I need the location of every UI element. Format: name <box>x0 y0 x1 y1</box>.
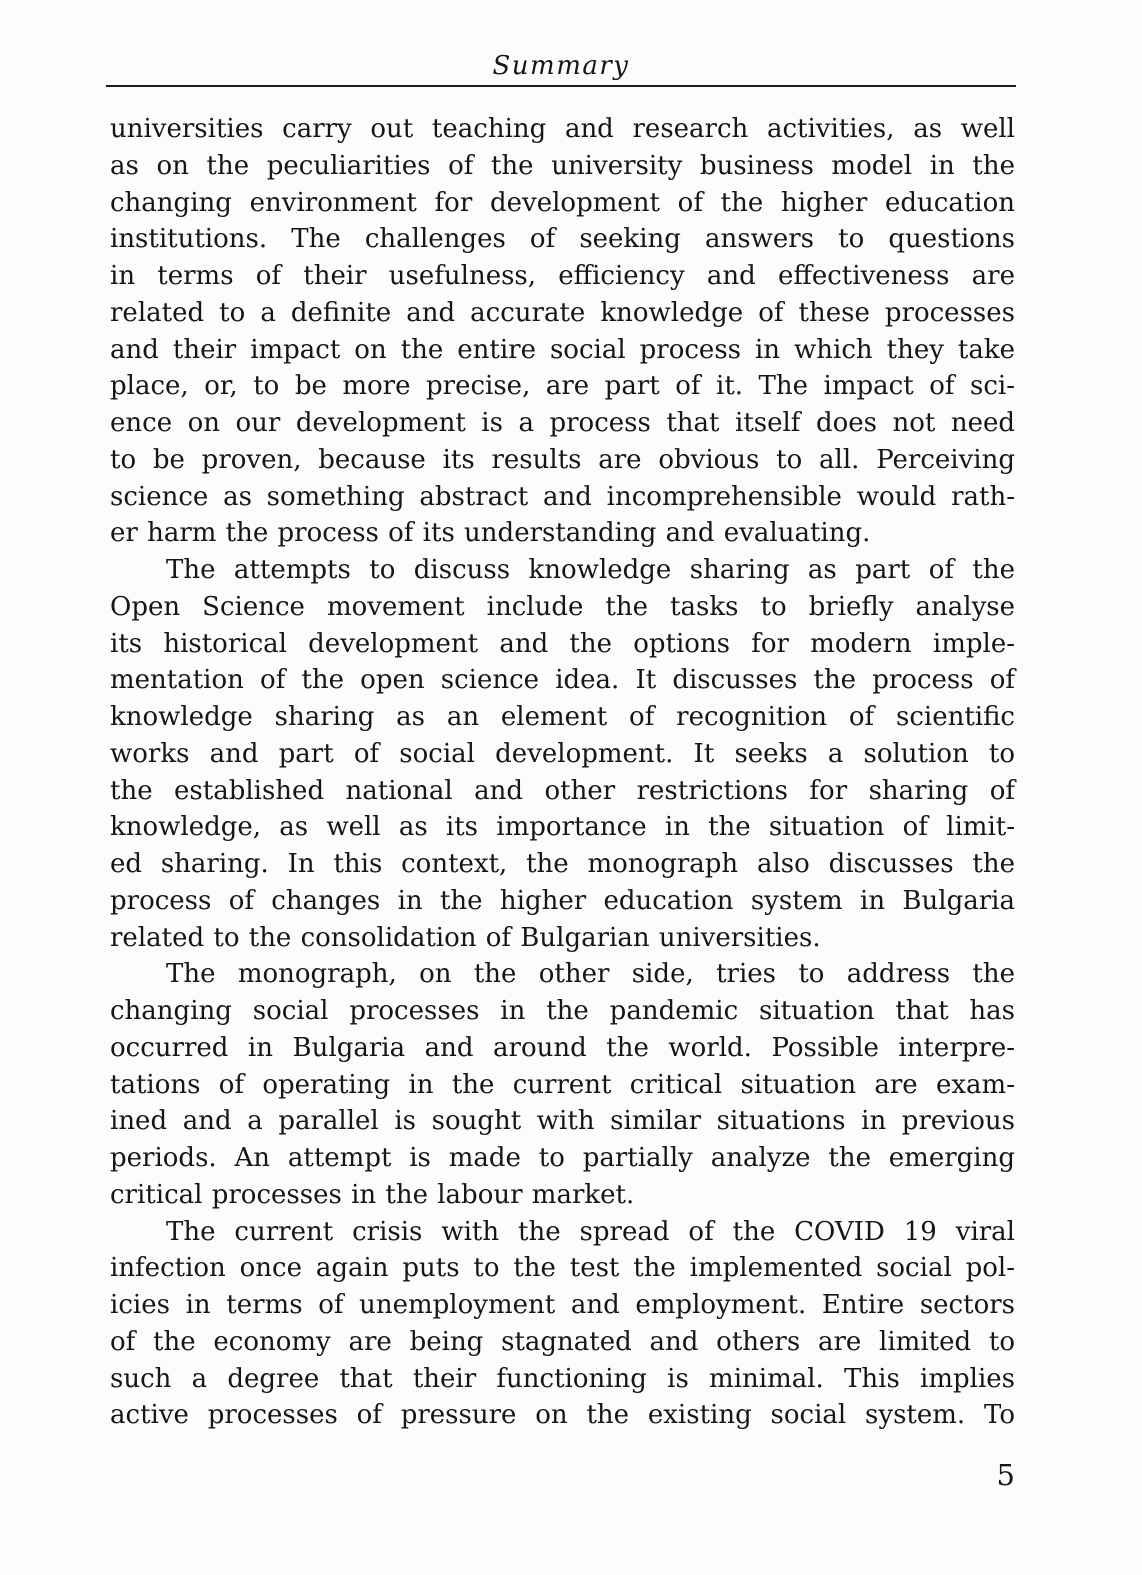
text-line: changing social processes in the pandemic situation that has <box>110 996 1015 1026</box>
text-line: related to a definite and accurate knowledge of these processes <box>110 297 1015 328</box>
text-line: changing environment for development of the higher education <box>110 187 1015 218</box>
text-line: infection once again puts to the test the implemented social pol- <box>110 1253 1015 1284</box>
text-line: universities carry out teaching and research activities, as well <box>110 114 1015 144</box>
text-line: er harm the process of its understanding and evaluating. <box>110 518 871 549</box>
text-line: place, or, to be more precise, are part of it. The impact of sci- <box>110 371 1015 402</box>
text-line: of the economy are being stagnated and others are limited to <box>110 1326 1015 1357</box>
text-line: The current crisis with the spread of the COVID 19 viral <box>166 1216 1015 1247</box>
text-line: as on the peculiarities of the university business model in the <box>110 150 1015 181</box>
text-line: in terms of their usefulness, efficiency and effectiveness are <box>110 261 1015 291</box>
text-line: tations of operating in the current critical situation are exam- <box>110 1069 1015 1100</box>
text-line: The monograph, on the other side, tries to address the <box>166 959 1015 990</box>
text-line: ence on our development is a process that itself does not need <box>110 408 1015 438</box>
text-line: such a degree that their functioning is minimal. This implies <box>110 1363 1015 1394</box>
text-line: its historical development and the options for modern imple- <box>110 628 1015 659</box>
text-line: critical processes in the labour market. <box>110 1179 635 1210</box>
text-line: periods. An attempt is made to partially analyze the emerging <box>110 1143 1015 1173</box>
text-line: The attempts to discuss knowledge sharing as part of the <box>166 555 1015 585</box>
text-line: works and part of social development. It seeks a solution to <box>110 738 1015 769</box>
text-line: related to the consolidation of Bulgarian universities. <box>110 922 821 953</box>
text-line: the established national and other restrictions for sharing of <box>110 775 1015 806</box>
text-line: Open Science movement include the tasks to briefly analyse <box>110 591 1015 622</box>
text-line: ined and a parallel is sought with similar situations in previous <box>110 1106 1015 1137</box>
text-line: science as something abstract and incomprehensible would rath- <box>110 481 1015 512</box>
body-text <box>110 111 1015 1434</box>
running-header-title: Summary <box>492 51 630 81</box>
text-line: knowledge, as well as its importance in the situation of limit- <box>110 812 1015 843</box>
text-line: to be proven, because its results are obvious to all. Perceiving <box>110 444 1015 475</box>
running-header <box>106 52 1016 87</box>
text-line: and their impact on the entire social process in which they take <box>110 334 1015 365</box>
text-line: process of changes in the higher education system in Bulgaria <box>110 885 1015 916</box>
text-line: knowledge sharing as an element of recognition of scientific <box>110 702 1015 732</box>
text-line: ed sharing. In this context, the monograph also discusses the <box>110 849 1015 879</box>
text-line: occurred in Bulgaria and around the world. Possible interpre- <box>110 1032 1015 1063</box>
page-number: 5 <box>996 1458 1015 1492</box>
text-line: icies in terms of unemployment and employment. Entire sectors <box>110 1290 1015 1320</box>
text-line: institutions. The challenges of seeking answers to questions <box>110 224 1015 255</box>
text-line: active processes of pressure on the existing social system. To <box>110 1400 1015 1431</box>
text-line: mentation of the open science idea. It discusses the process of <box>110 665 1015 696</box>
